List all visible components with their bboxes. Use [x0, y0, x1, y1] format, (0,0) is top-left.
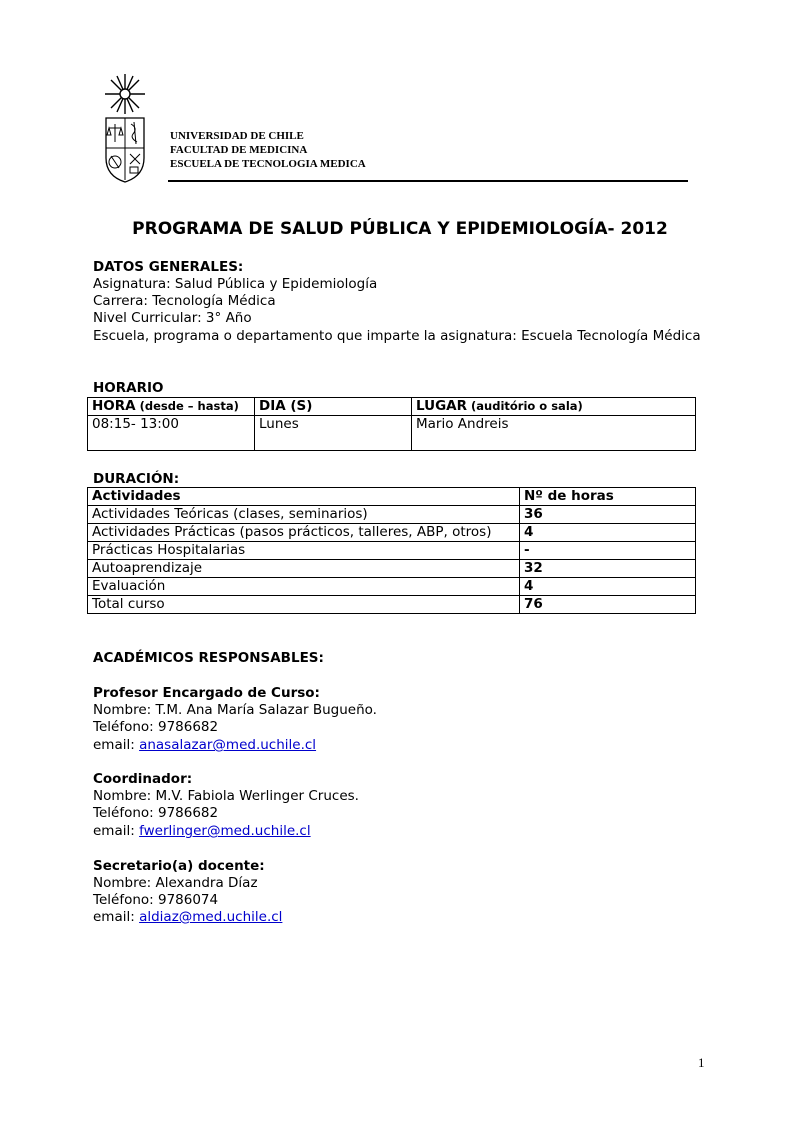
lugar-header: LUGAR (auditório o sala): [412, 398, 696, 416]
profesor-email-link[interactable]: anasalazar@med.uchile.cl: [139, 737, 317, 753]
nivel-line: Nivel Curricular: 3° Año: [93, 310, 252, 326]
actividad-cell: Total curso: [88, 596, 520, 614]
horas-cell: 76: [520, 596, 696, 614]
table-row: [88, 524, 696, 542]
duracion-heading: DURACIÓN:: [93, 471, 180, 487]
table-row: [88, 596, 696, 614]
horas-cell: -: [520, 542, 696, 560]
profesor-nombre: Nombre: T.M. Ana María Salazar Bugueño.: [93, 702, 377, 718]
actividad-cell: Evaluación: [88, 578, 520, 596]
horario-heading: HORARIO: [93, 380, 164, 396]
profesor-role: Profesor Encargado de Curso:: [93, 685, 320, 701]
faculty-name: FACULTAD DE MEDICINA: [170, 144, 308, 156]
profesor-email-line: email: anasalazar@med.uchile.cl: [93, 737, 317, 753]
actividades-header: Actividades: [88, 488, 520, 506]
table-row: [88, 416, 696, 451]
horas-cell: 4: [520, 524, 696, 542]
coordinador-email-link[interactable]: fwerlinger@med.uchile.cl: [139, 823, 311, 839]
secretario-telefono: Teléfono: 9786074: [93, 892, 219, 908]
dia-header: DIA (S): [255, 398, 412, 416]
university-seal-logo: [100, 72, 150, 184]
horas-cell: 36: [520, 506, 696, 524]
table-row: [88, 560, 696, 578]
horas-header: Nº de horas: [520, 488, 696, 506]
datos-generales-heading: DATOS GENERALES:: [93, 259, 244, 275]
horas-cell: 32: [520, 560, 696, 578]
coordinador-telefono: Teléfono: 9786682: [93, 805, 219, 821]
secretario-email-line: email: aldiaz@med.uchile.cl: [93, 909, 283, 925]
header-divider: [168, 180, 688, 182]
actividad-cell: Prácticas Hospitalarias: [88, 542, 520, 560]
hora-cell: 08:15- 13:00: [88, 416, 255, 451]
lugar-cell: Mario Andreis: [412, 416, 696, 451]
dia-cell: Lunes: [255, 416, 412, 451]
star-icon: [105, 74, 145, 114]
horas-cell: 4: [520, 578, 696, 596]
actividad-cell: Actividades Prácticas (pasos prácticos, talleres, ABP, otros): [88, 524, 520, 542]
university-name: UNIVERSIDAD DE CHILE: [170, 130, 304, 142]
coordinador-nombre: Nombre: M.V. Fabiola Werlinger Cruces.: [93, 788, 359, 804]
page-title: PROGRAMA DE SALUD PÚBLICA Y EPIDEMIOLOGÍA- 2012: [132, 219, 668, 239]
hora-header: HORA (desde – hasta): [88, 398, 255, 416]
carrera-line: Carrera: Tecnología Médica: [93, 293, 276, 309]
escuela-line: Escuela, programa o departamento que imparte la asignatura: Escuela Tecnología Médica: [93, 328, 701, 344]
page-number: 1: [698, 1055, 705, 1070]
table-header-row: [88, 398, 696, 416]
actividad-cell: Autoaprendizaje: [88, 560, 520, 578]
secretario-email-link[interactable]: aldiaz@med.uchile.cl: [139, 909, 283, 925]
secretario-role: Secretario(a) docente:: [93, 858, 265, 874]
coordinador-role: Coordinador:: [93, 771, 193, 787]
horario-table: [87, 397, 696, 451]
actividad-cell: Actividades Teóricas (clases, seminarios): [88, 506, 520, 524]
table-row: [88, 542, 696, 560]
table-row: [88, 578, 696, 596]
profesor-telefono: Teléfono: 9786682: [93, 719, 219, 735]
table-header-row: [88, 488, 696, 506]
coordinador-email-line: email: fwerlinger@med.uchile.cl: [93, 823, 311, 839]
school-name: ESCUELA DE TECNOLOGIA MEDICA: [170, 158, 366, 170]
table-row: [88, 506, 696, 524]
secretario-nombre: Nombre: Alexandra Díaz: [93, 875, 258, 891]
academicos-heading: ACADÉMICOS RESPONSABLES:: [93, 650, 324, 666]
asignatura-line: Asignatura: Salud Pública y Epidemiología: [93, 276, 378, 292]
duracion-table: [87, 487, 696, 614]
